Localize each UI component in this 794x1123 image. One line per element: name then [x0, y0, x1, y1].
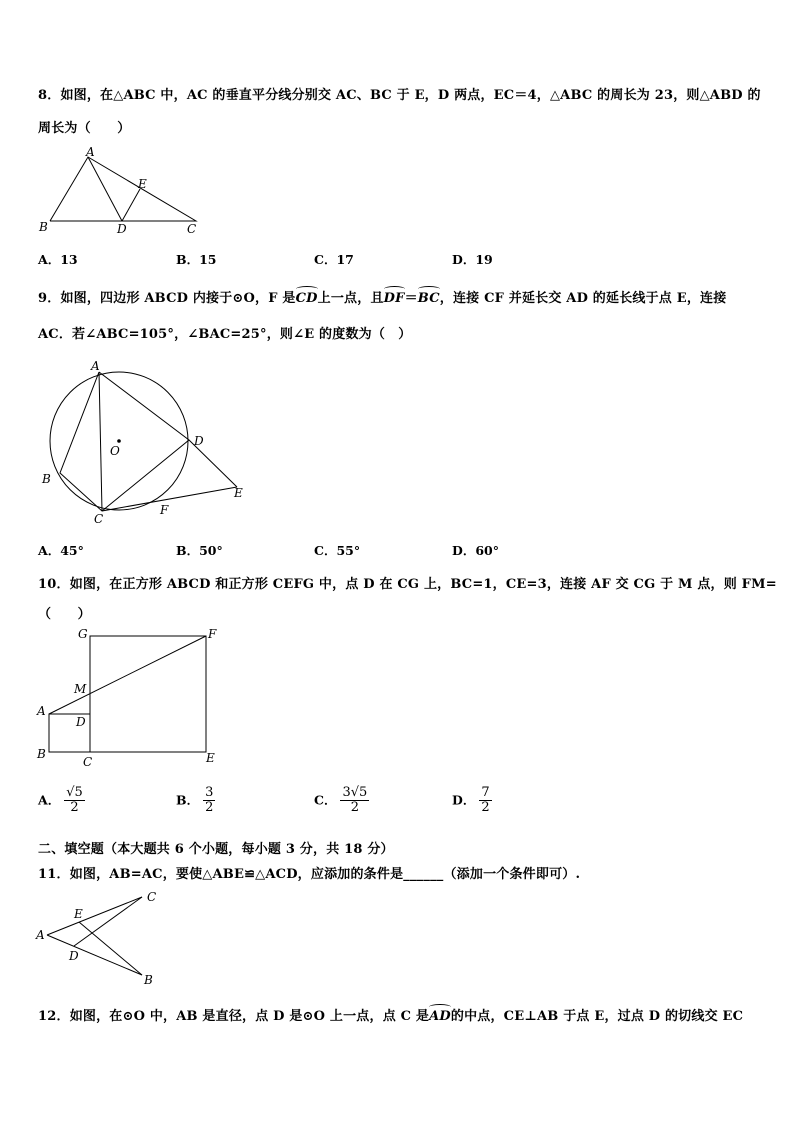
q10-label-b: B: [37, 747, 46, 761]
q9-label-d: D: [194, 434, 204, 448]
q9-label-f: F: [160, 503, 169, 517]
q10-label-c: C: [83, 755, 93, 769]
q11-label-c: C: [147, 890, 157, 904]
q8-figure: [36, 145, 206, 237]
q9-figure: [36, 355, 256, 533]
q10-option-b-denominator: 2: [205, 800, 214, 816]
q8-option-b: B．15: [176, 252, 217, 267]
q9-option-c: C．55°: [314, 543, 361, 558]
q12-line1-b: 的中点，CE⊥AB 于点 E，过点 D 的切线交 EC: [450, 1009, 744, 1024]
q10-option-b-fraction: [203, 786, 215, 816]
q10-label-m: M: [74, 682, 87, 696]
q8-label-c: C: [187, 222, 197, 236]
q10-label-g: G: [78, 627, 88, 641]
q10-option-c-fraction: [340, 786, 369, 816]
q11-label-b: B: [144, 973, 153, 987]
q8-line2: 周长为（ ）: [38, 121, 131, 136]
q10-option-a-numerator: √5: [66, 785, 83, 800]
q9-line1-a: 9．如图，四边形 ABCD 内接于⊙O，F 是: [38, 291, 296, 306]
q12-line1: [38, 1005, 743, 1024]
q10-option-a: [38, 786, 85, 816]
q10-option-a-letter: A．: [38, 792, 61, 808]
q9-option-a: A．45°: [38, 543, 84, 558]
q11-label-a: A: [36, 928, 45, 942]
q10-label-e: E: [206, 751, 215, 765]
q9-line1: [38, 287, 726, 306]
q8-option-c: C．17: [314, 252, 354, 267]
q10-option-a-denominator: 2: [70, 800, 79, 816]
q12-arc-ad: AD: [429, 1009, 451, 1024]
q9-label-b: B: [42, 472, 51, 486]
q10-option-c-letter: C．: [314, 792, 337, 808]
q9-arc-df: DF: [383, 291, 405, 306]
q9-label-e: E: [234, 486, 243, 500]
q8-option-a: A．13: [38, 252, 78, 267]
q9-line2: AC．若∠ABC=105°，∠BAC=25°，则∠E 的度数为（ ）: [38, 327, 412, 342]
q10-label-f: F: [208, 627, 217, 641]
q8-label-a: A: [86, 145, 95, 159]
q8-line1: 8．如图，在△ABC 中，AC 的垂直平分线分别交 AC、BC 于 E，D 两点，EC＝4，△ABC 的周长为 23，则△ABD 的: [38, 88, 761, 103]
q9-label-c: C: [94, 512, 104, 526]
q10-line2: （ ）: [38, 607, 91, 622]
q9-arc-bc: BC: [417, 291, 440, 306]
q10-figure: [34, 626, 226, 771]
q8-label-e: E: [138, 177, 147, 191]
q10-option-d-fraction: [479, 786, 491, 816]
q10-option-c: [314, 786, 369, 816]
q10-option-d-numerator: 7: [481, 785, 490, 800]
q11-label-d: D: [69, 949, 79, 963]
q9-label-a: A: [91, 359, 100, 373]
q9-option-d: D．60°: [452, 543, 499, 558]
q10-option-a-fraction: [64, 786, 85, 816]
q9-option-b: B．50°: [176, 543, 223, 558]
q11-label-e: E: [74, 907, 83, 921]
q10-option-c-numerator: 3√5: [342, 785, 368, 800]
q10-option-b-numerator: 3: [205, 785, 214, 800]
q11-line1: 11．如图，AB=AC，要使△ABE≌△ACD，应添加的条件是______（添加一个条件即可）.: [38, 867, 581, 882]
q10-option-b: [176, 786, 215, 816]
q9-line1-c: ，连接 CF 并延长交 AD 的延长线于点 E，连接: [439, 291, 727, 306]
q10-label-a: A: [37, 704, 46, 718]
q12-line1-a: 12．如图，在⊙O 中，AB 是直径，点 D 是⊙O 上一点，点 C 是: [38, 1009, 430, 1024]
section-heading: 二、填空题（本大题共 6 个小题，每小题 3 分，共 18 分）: [38, 842, 394, 857]
q10-label-d: D: [76, 715, 86, 729]
q9-arc-cd: CD: [295, 291, 318, 306]
q8-label-d: D: [117, 222, 127, 236]
q8-option-d: D．19: [452, 252, 493, 267]
q9-line1-b: 上一点，且: [317, 291, 384, 306]
q10-option-d: [452, 786, 492, 816]
q10-option-c-denominator: 2: [350, 800, 359, 816]
q10-option-d-denominator: 2: [481, 800, 490, 816]
q11-figure: [34, 887, 164, 989]
q8-label-b: B: [39, 220, 48, 234]
q9-eq: ＝: [404, 291, 418, 306]
q10-option-d-letter: D．: [452, 792, 476, 808]
q10-line1: 10．如图，在正方形 ABCD 和正方形 CEFG 中，点 D 在 CG 上，BC=1，CE=3，连接 AF 交 CG 于 M 点，则 FM=: [38, 577, 777, 592]
q9-label-o: O: [110, 444, 120, 458]
q10-option-b-letter: B．: [176, 792, 200, 808]
